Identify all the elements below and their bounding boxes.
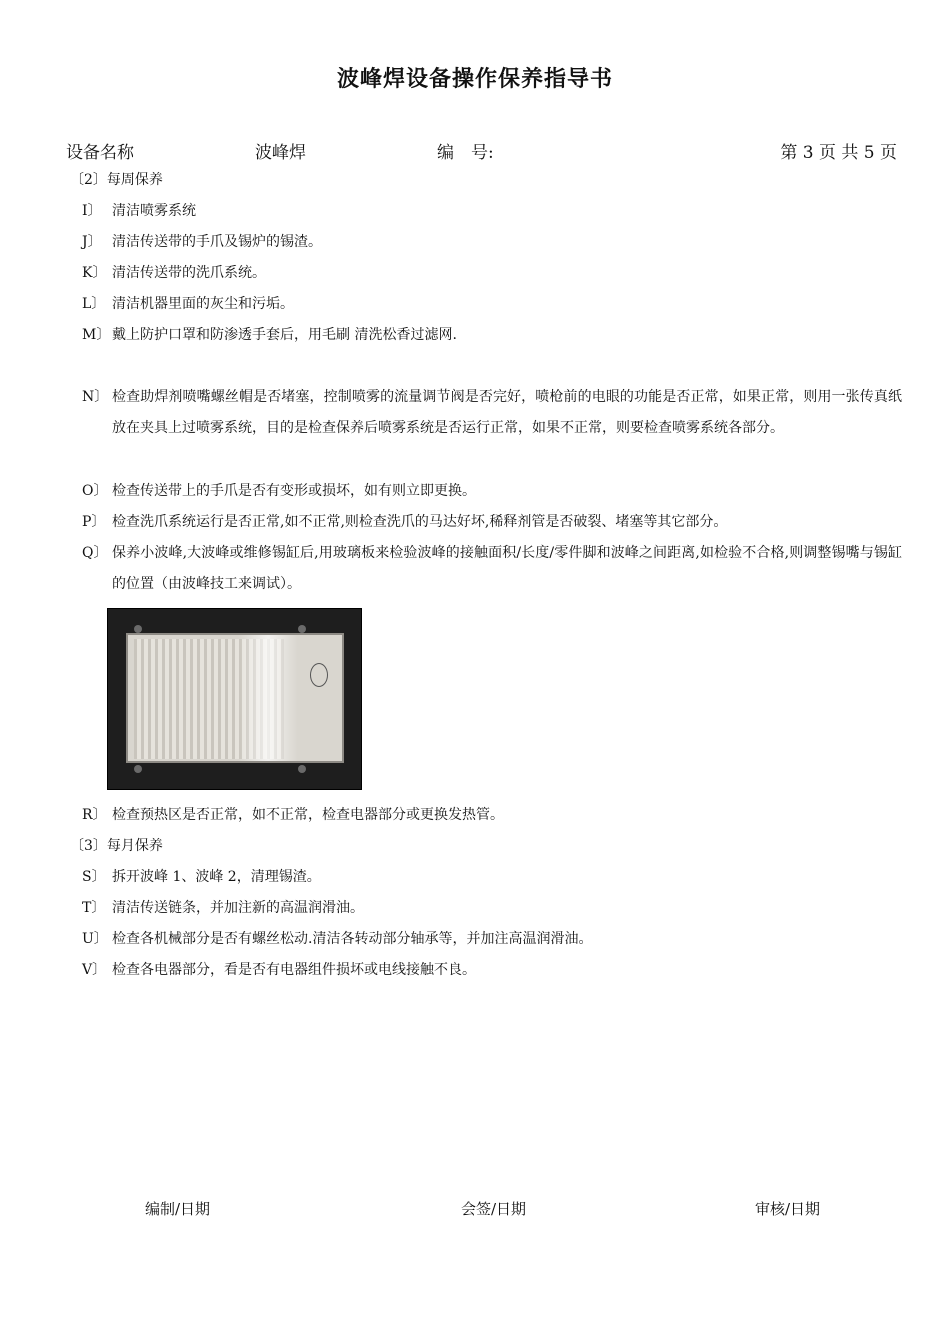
item-text: 检查传送带上的手爪是否有变形或损坏，如有则立即更换。 <box>112 483 476 499</box>
item-text: 检查助焊剂喷嘴螺丝帽是否堵塞，控制喷雾的流量调节阀是否完好，喷枪前的电眼的功能是否正常，如果正常，则用一张传真纸放在夹具上过喷雾系统，目的是检查保养后喷雾系统是否运行正常，如果不正常，则要检查喷雾系统各部分。 <box>112 389 902 436</box>
weekly-heading: 〔2〕每周保养 <box>70 172 163 188</box>
item-text: 清洁传送带的洗爪系统。 <box>112 265 266 281</box>
list-item <box>82 924 592 955</box>
list-item <box>82 227 322 258</box>
list-item <box>82 258 266 289</box>
bolt <box>134 765 142 773</box>
item-label: Q〕 <box>82 545 108 561</box>
device-name-label: 设备名称 <box>66 143 134 163</box>
glass-plate-photo <box>107 608 362 790</box>
item-label: R〕 <box>82 807 107 823</box>
list-item <box>82 862 321 893</box>
bolt <box>298 625 306 633</box>
reviewed-by-date: 审核/日期 <box>755 1200 821 1218</box>
list-item <box>82 382 902 444</box>
item-label: U〕 <box>82 931 108 947</box>
item-label: L〕 <box>82 296 106 312</box>
countersign-date: 会签/日期 <box>461 1200 527 1218</box>
item-label: M〕 <box>82 327 111 343</box>
item-text: 清洁传送链条，并加注新的高温润滑油。 <box>112 900 364 916</box>
list-item <box>82 196 196 227</box>
stamp-mark <box>310 663 328 687</box>
item-label: T〕 <box>82 900 106 916</box>
list-item <box>82 476 476 507</box>
bolt <box>134 625 142 633</box>
list-item <box>82 538 902 600</box>
list-item <box>82 507 727 538</box>
item-text: 清洁机器里面的灰尘和污垢。 <box>112 296 294 312</box>
document-title: 波峰焊设备操作保养指导书 <box>336 67 613 92</box>
list-item <box>82 320 457 351</box>
item-label: S〕 <box>82 869 106 885</box>
item-text: 检查预热区是否正常，如不正常，检查电器部分或更换发热管。 <box>112 807 504 823</box>
item-text: 拆开波峰 1、波峰 2，清理锡渣。 <box>112 869 321 885</box>
item-text: 清洁传送带的手爪及锡炉的锡渣。 <box>112 234 322 250</box>
list-item <box>82 289 294 320</box>
item-label: O〕 <box>82 483 108 499</box>
list-item <box>82 893 364 924</box>
item-text: 保养小波峰,大波峰或维修锡缸后,用玻璃板来检验波峰的接触面积/长度/零件脚和波峰之间距离,如检验不合格,则调整锡嘴与锡缸的位置（由波峰技工来调试）。 <box>112 545 902 592</box>
bolt <box>298 765 306 773</box>
glass-plate <box>126 633 344 763</box>
list-item <box>82 955 476 986</box>
page-info: 第 3 页 共 5 页 <box>780 143 897 163</box>
item-text: 戴上防护口罩和防渗透手套后，用毛刷 清洗松香过滤网. <box>112 327 457 343</box>
monthly-heading: 〔3〕每月保养 <box>70 838 163 854</box>
item-label: K〕 <box>82 265 107 281</box>
device-name-value: 波峰焊 <box>255 143 306 163</box>
item-text: 清洁喷雾系统 <box>112 203 196 219</box>
item-label: I〕 <box>82 203 102 219</box>
item-label: N〕 <box>82 389 109 405</box>
item-label: J〕 <box>82 234 102 250</box>
number-label: 编 号: <box>437 143 494 163</box>
item-text: 检查洗爪系统运行是否正常,如不正常,则检查洗爪的马达好坏,稀释剂管是否破裂、堵塞等其它部分。 <box>112 514 728 530</box>
prepared-by-date: 编制/日期 <box>145 1200 211 1218</box>
glare <box>238 635 298 763</box>
list-item <box>82 800 504 831</box>
item-text: 检查各机械部分是否有螺丝松动.清洁各转动部分轴承等，并加注高温润滑油。 <box>112 931 593 947</box>
item-label: P〕 <box>82 514 106 530</box>
item-text: 检查各电器部分，看是否有电器组件损坏或电线接触不良。 <box>112 962 476 978</box>
item-label: V〕 <box>82 962 107 978</box>
